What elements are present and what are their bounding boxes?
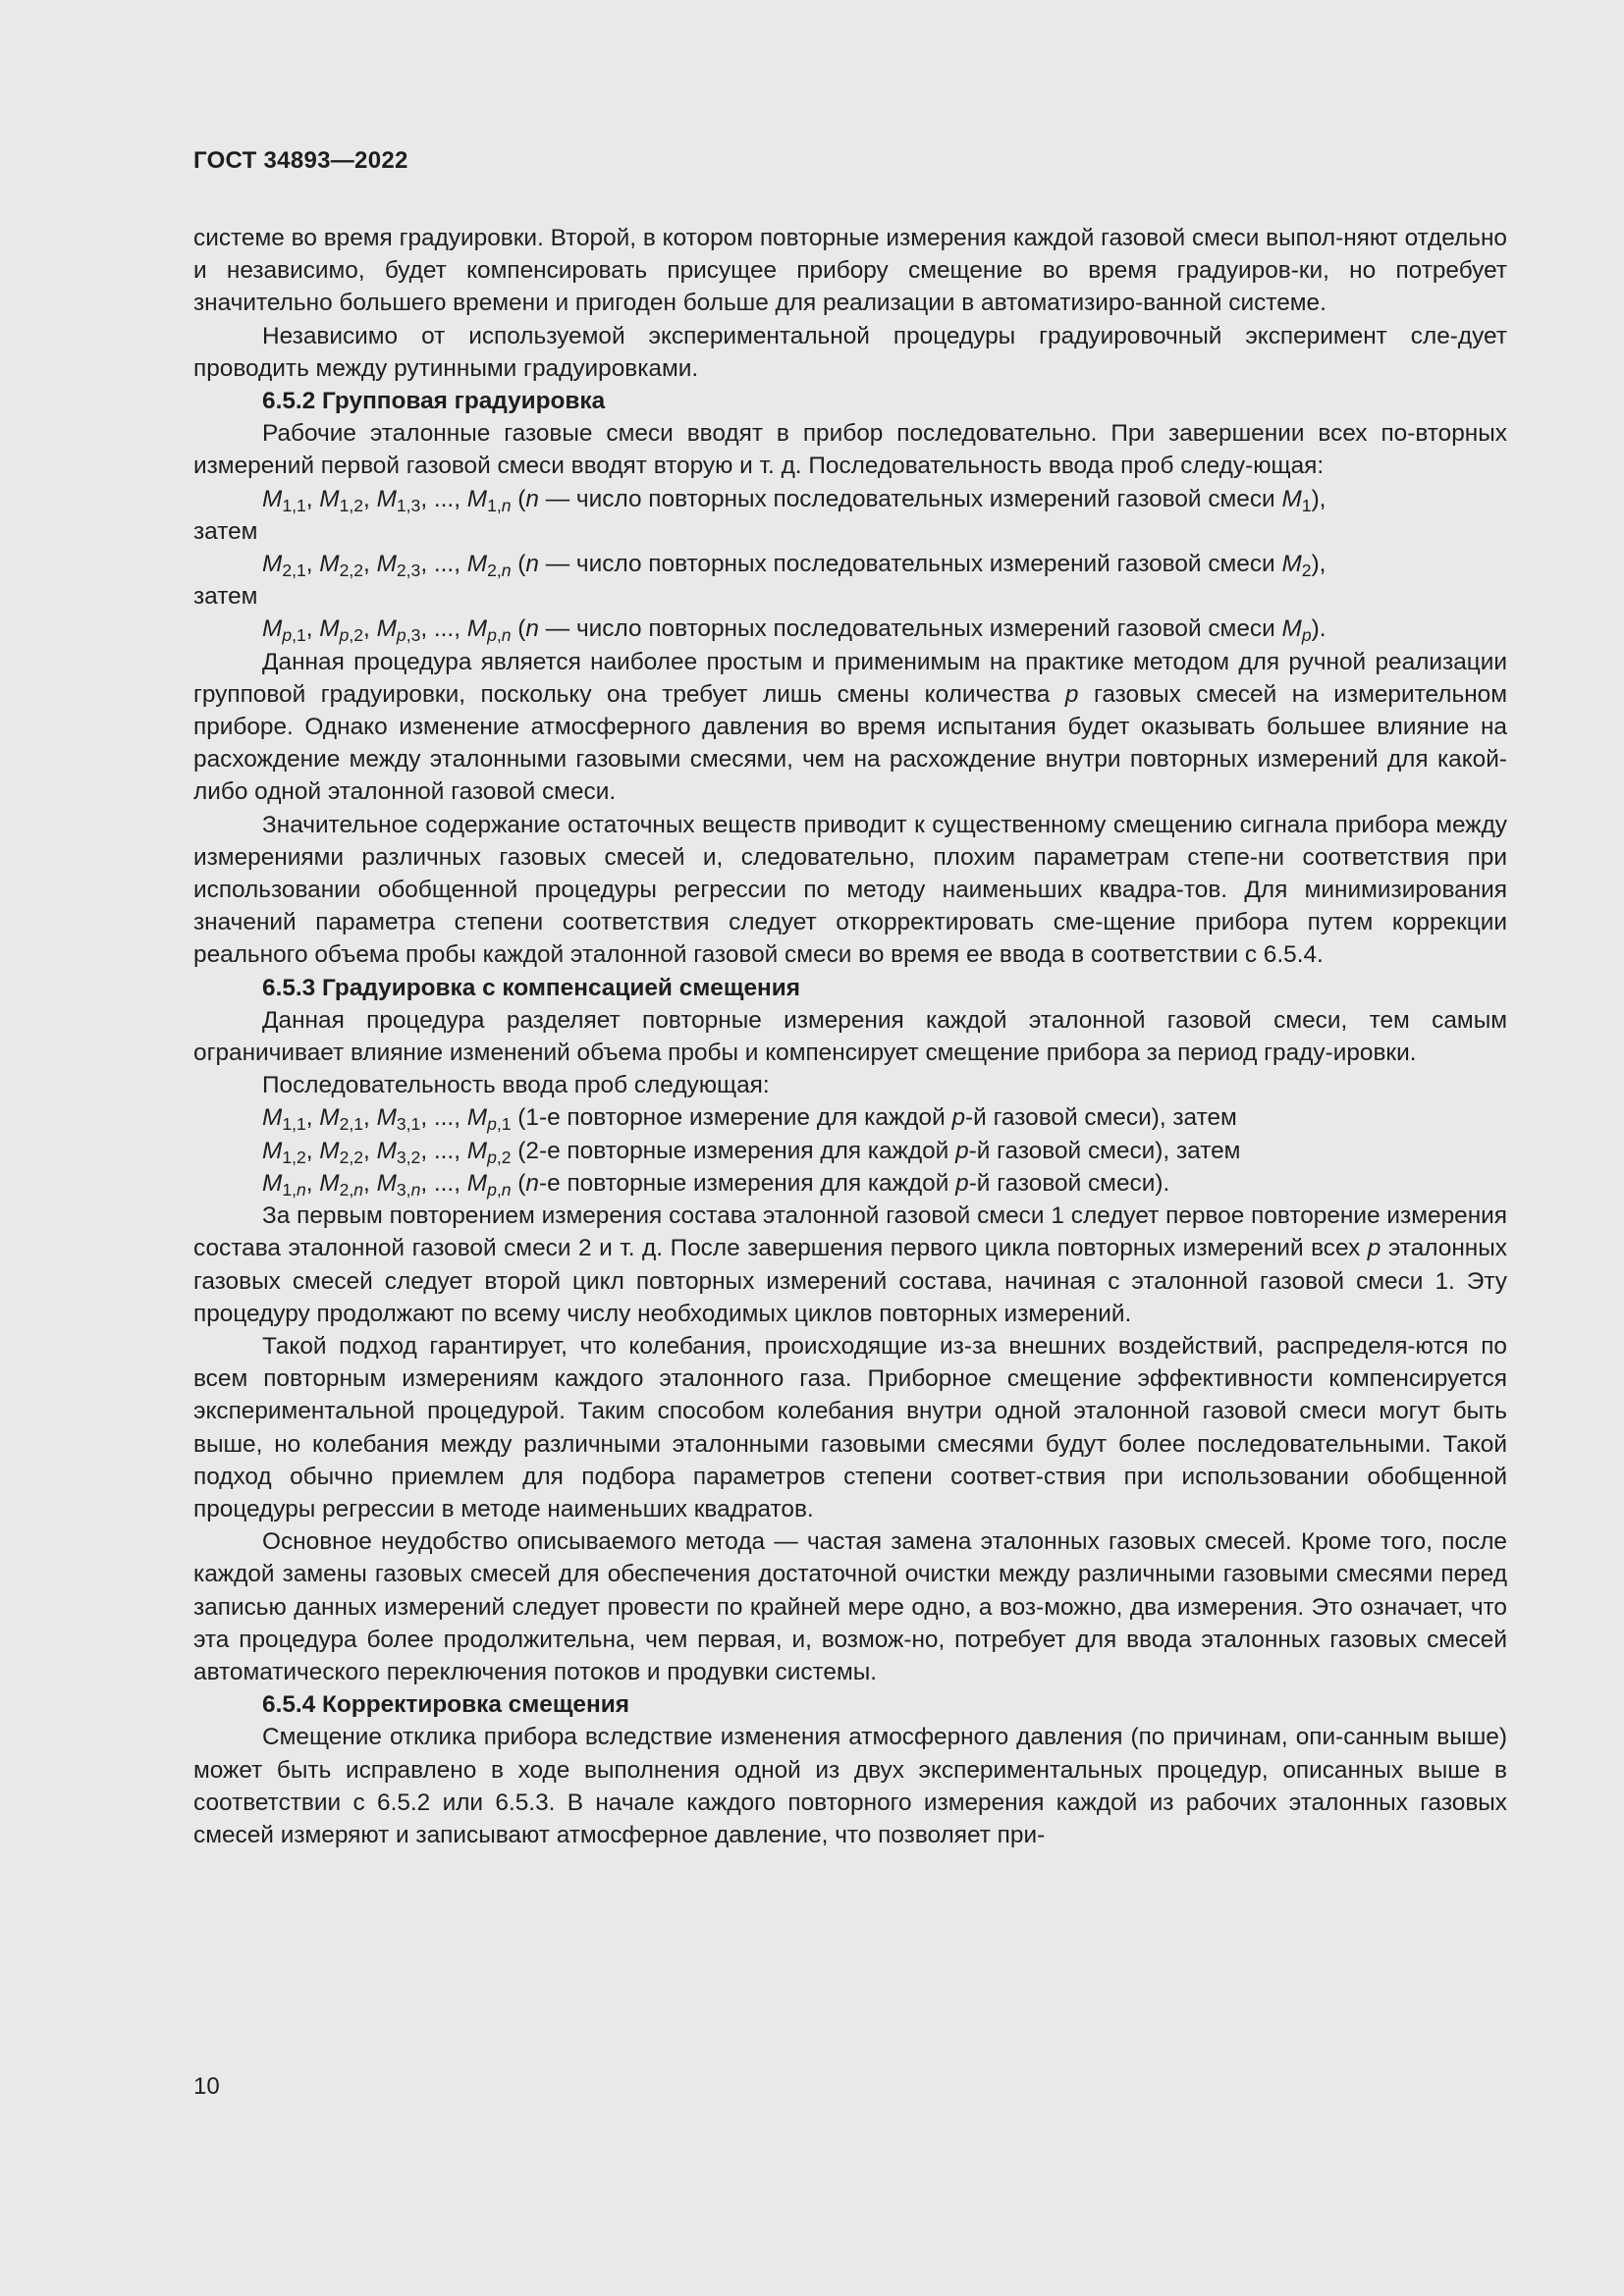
paragraph: Независимо от используемой экспериментальной процедуры градуировочный эксперимент сле-дует проводить между рутинными градуировками. [193, 322, 1507, 382]
formula-note: (1-е повторное измерение для каждой p-й газовой смеси), затем [517, 1104, 1237, 1132]
paragraph: Данная процедура разделяет повторные измерения каждой эталонной газовой смеси, тем самым ограничивает влияние изменений объема пробы и компенсирует смещение прибора за период граду-ировки. [193, 1006, 1507, 1067]
paragraph-continued: системе во время градуировки. Второй, в котором повторные измерения каждой газовой смеси выпол-няют отдельно и независимо, будет компенсировать присущее прибору смещение во время градуиров-ки, но потребует значительно большего времени и пригоден больше для реализации в автоматизиро-ванной системе. [193, 225, 1507, 317]
paragraph: Последовательность ввода проб следующая: [262, 1072, 770, 1099]
formula-sequence-row [193, 548, 1507, 580]
formula-note: (2-е повторные измерения для каждой p-й газовой смеси), затем [517, 1137, 1241, 1164]
section-heading-6-5-3: 6.5.3 Градуировка с компенсацией смещения [262, 974, 800, 1001]
formula-note: (n-е повторные измерения для каждой p-й газовой смеси). [517, 1169, 1170, 1197]
paragraph: Основное неудобство описываемого метода — частая замена эталонных газовых смесей. Кроме того, после каждой замены газовых смесей для обеспечения достаточной очистки между различными газовыми смесями перед записью данных измерений следует провести по крайней мере одно, а воз-можно, два измерения. Это означает, что эта процедура более продолжительна, чем первая, и, возмож-но, потребует для ввода эталонных газовых смесей автоматического переключения потоков и продувки системы. [193, 1528, 1507, 1685]
formula-sequence-row [193, 613, 1507, 645]
standard-header: ГОСТ 34893—2022 [193, 147, 408, 174]
paragraph: Такой подход гарантирует, что колебания, происходящие из-за внешних воздействий, распределя-ются по всем повторным измерениям каждого эталонного газа. Приборное смещение эффективности компенсируется экспериментальной процедурой. Таким способом колебания внутри одной эталонной газовой смеси могут быть выше, но колебания между различными эталонными газовыми смесями будут более последовательными. Такой подход обычно приемлем для подбора параметров степени соответ-ствия при использовании обобщенной процедуры регрессии в методе наименьших квадратов. [193, 1332, 1507, 1522]
formula-sequence-row [193, 483, 1507, 515]
paragraph: Значительное содержание остаточных веществ приводит к существенному смещению сигнала прибора между измерениями различных газовых смесей и, следовательно, плохим параметрам степе-ни соответствия при использовании обобщенной процедуры регрессии по методу наименьших квадра-тов. Для минимизирования значений параметра степени соответствия следует откорректировать сме-щение прибора путем коррекции реального объема пробы каждой эталонной газовой смеси во время ее ввода в соответствии с 6.5.4. [193, 811, 1507, 969]
formula-sequence-row [193, 1135, 1507, 1167]
formula: $M_{p,1}$, $M_{p,2}$, $M_{p,3}$, ..., $M_{p,n}$ [262, 615, 512, 646]
formula: $M_{1,1}$, $M_{2,1}$, $M_{3,1}$, ..., $M_{p,1}$ [262, 1104, 512, 1135]
formula-note: (n — число повторных последовательных измерений газовой смеси $M_p$). [517, 615, 1326, 646]
formula: $M_{1,1}$, $M_{1,2}$, $M_{1,3}$, ..., $M_{1,n}$ [262, 485, 512, 515]
formula: $M_{1,n}$, $M_{2,n}$, $M_{3,n}$, ..., $M_{p,n}$ [262, 1169, 512, 1200]
section-heading-6-5-2: 6.5.2 Групповая градуировка [262, 388, 606, 415]
formula-continuation: затем [193, 517, 258, 545]
formula: $M_{1,2}$, $M_{2,2}$, $M_{3,2}$, ..., $M_{p,2}$ [262, 1137, 512, 1167]
paragraph: За первым повторением измерения состава эталонной газовой смеси 1 следует первое повторение измерения состава эталонной газовой смеси 2 и т. д. После завершения первого цикла повторных измерений всех p эталонных газовых смесей следует второй цикл повторных измерений состава, начиная с эталонной газовой смеси 1. Эту процедуру продолжают по всему числу необходимых циклов повторных измерений. [193, 1202, 1508, 1327]
page-number: 10 [193, 2073, 220, 2100]
paragraph: Рабочие эталонные газовые смеси вводят в прибор последовательно. При завершении всех по-вторных измерений первой газовой смеси вводят вторую и т. д. Последовательность ввода проб следу-ющая: [193, 420, 1507, 480]
formula-sequence-row [193, 1101, 1507, 1134]
formula-continuation: затем [193, 583, 258, 611]
paragraph: Данная процедура является наиболее простым и применимым на практике методом для ручной реализации групповой градуировки, поскольку она требует лишь смены количества p газовых смесей на измерительном приборе. Однако изменение атмосферного давления во время испытания будет оказывать большее влияние на расхождение между эталонными газовыми смесями, чем на расхождение внутри повторных измерений для какой-либо одной эталонной газовой смеси. [193, 648, 1507, 806]
formula: $M_{2,1}$, $M_{2,2}$, $M_{2,3}$, ..., $M_{2,n}$ [262, 551, 512, 580]
section-heading-6-5-4: 6.5.4 Корректировка смещения [262, 1691, 629, 1719]
formula-note: (n — число повторных последовательных измерений газовой смеси $M_2$), [517, 551, 1326, 580]
formula-note: (n — число повторных последовательных измерений газовой смеси $M_1$), [517, 485, 1326, 515]
paragraph: Смещение отклика прибора вследствие изменения атмосферного давления (по причинам, опи-санным выше) может быть исправлено в ходе выполнения одной из двух экспериментальных процедур, описанных выше в соответствии с 6.5.2 или 6.5.3. В начале каждого повторного измерения каждой из рабочих эталонных газовых смесей измеряют и записывают атмосферное давление, что позволяет при- [193, 1724, 1507, 1848]
formula-sequence-row [193, 1167, 1507, 1200]
page-content [193, 222, 1507, 1851]
